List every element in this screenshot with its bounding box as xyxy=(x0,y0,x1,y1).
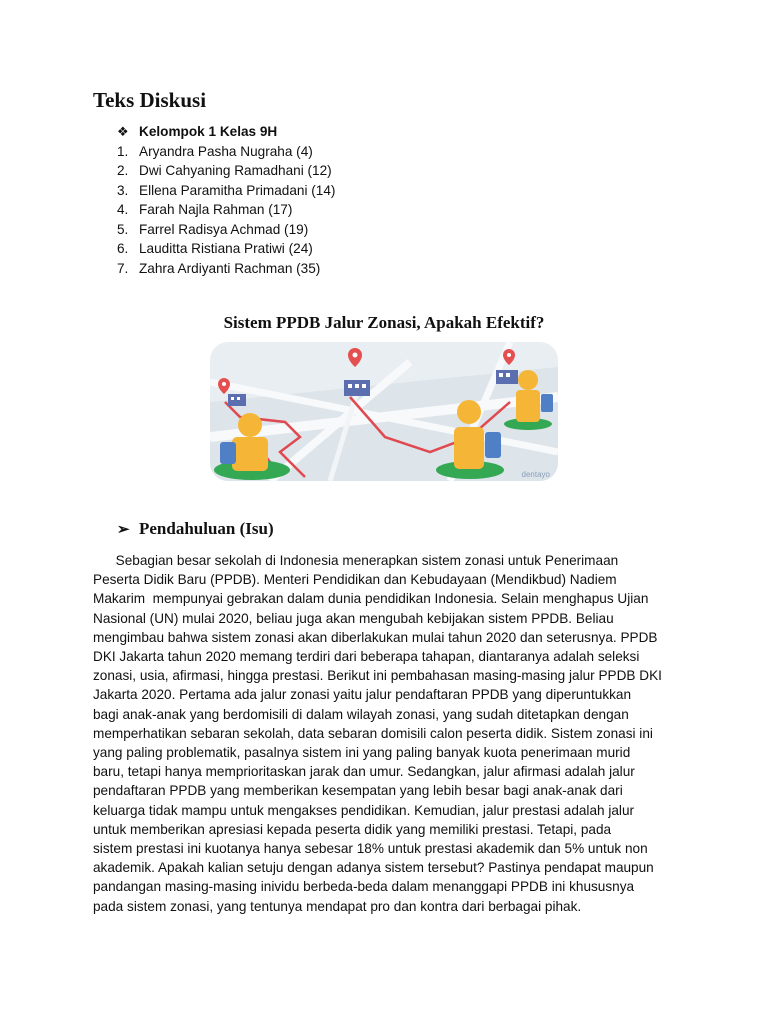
paragraph-line: DKI Jakarta tahun 2020 memang terdiri dari beberapa tahapan, diantaranya adalah seleksi xyxy=(93,649,640,665)
member-name: Zahra Ardiyanti Rachman (35) xyxy=(139,260,321,276)
school-icon xyxy=(228,394,246,406)
paragraph-line: Makarim mempunyai gebrakan dalam dunia pendidikan Indonesia. Selain menghapus Ujian xyxy=(93,591,649,607)
list-item xyxy=(117,239,335,259)
list-number: 5. xyxy=(117,221,129,237)
member-name: Aryandra Pasha Nugraha (4) xyxy=(139,143,313,159)
paragraph-line: zonasi, usia, afirmasi, hingga prestasi. Berikut ini pembahasan masing-masing jalur PPDB DKI xyxy=(93,668,662,684)
list-number: 3. xyxy=(117,182,129,198)
paragraph-line: yang paling problematik, pasalnya sistem ini yang paling banyak kuota penerimaan murid xyxy=(93,745,631,761)
group-heading xyxy=(117,122,335,142)
paragraph-line: pada sistem zonasi, yang tentunya mendapat pro dan kontra dari berbagai pihak. xyxy=(93,898,582,914)
list-item xyxy=(117,200,335,220)
list-number: 7. xyxy=(117,260,129,276)
school-icon xyxy=(344,380,370,396)
paragraph-line: Peserta Didik Baru (PPDB). Menteri Pendidikan dan Kebudayaan (Mendikbud) Nadiem xyxy=(93,572,617,588)
school-icon xyxy=(496,370,518,384)
paragraph-line: untuk memberikan apresiasi kepada peserta didik yang memiliki prestasi. Tetapi, pada xyxy=(93,821,612,837)
member-name: Dwi Cahyaning Ramadhani (12) xyxy=(139,163,332,178)
list-number: 2. xyxy=(117,163,129,178)
group-heading-label: Kelompok 1 Kelas 9H xyxy=(139,124,278,139)
paragraph-line: mengimbau bahwa sistem zonasi akan diberlakukan mulai tahun 2020 dan seterusnya. PPDB xyxy=(93,629,658,645)
list-number: 4. xyxy=(117,202,129,217)
paragraph-line: Nasional (UN) mulai 2020, beliau juga akan mengubah kebijakan sistem PPDB. Beliau xyxy=(93,610,614,626)
paragraph-line: akademik. Apakah kalian setuju dengan adanya sistem tersebut? Pastinya pendapat maupun xyxy=(93,860,654,876)
list-item xyxy=(117,220,335,240)
paragraph-line: pandangan masing-masing inividu berbeda-beda dalam menanggapi PPDB ini khususnya xyxy=(93,879,635,895)
member-name: Farah Najla Rahman (17) xyxy=(139,202,293,217)
paragraph-line: keluarga tidak mampu untuk mengakses pendidikan. Kemudian, jalur prestasi adalah jalur xyxy=(93,802,635,818)
paragraph-line: bagi anak-anak yang berdomisili di dalam wilayah zonasi, yang sudah ditetapkan dengan xyxy=(93,706,629,722)
arrowhead-bullet-icon: ➢ xyxy=(117,521,130,538)
paragraph-line: baru, tetapi hanya memprioritaskan jarak dan umur. Sedangkan, jalur afirmasi adalah jalur xyxy=(93,764,635,780)
section-heading-label: Pendahuluan (Isu) xyxy=(139,519,274,538)
map-illustration-svg xyxy=(210,342,558,481)
article-title: Sistem PPDB Jalur Zonasi, Apakah Efektif? xyxy=(223,313,545,332)
member-name: Farrel Radisya Achmad (19) xyxy=(139,221,309,237)
zonasi-map-illustration xyxy=(210,342,558,481)
paragraph-line: memperhatikan sebaran sekolah, data sebaran domisili calon peserta didik. Sistem zonasi ini xyxy=(93,725,653,741)
illustration-watermark: dentayo xyxy=(521,470,550,479)
diamond-bullet-icon: ❖ xyxy=(117,124,129,139)
paragraph-line: sistem prestasi ini kuotanya hanya sebesar 18% untuk prestasi akademik dan 5% untuk non xyxy=(93,841,648,857)
paragraph-line: pendaftaran PPDB yang memberikan kesempatan yang lebih besar bagi anak-anak dari xyxy=(93,783,623,799)
section-heading xyxy=(117,519,274,539)
member-name: Ellena Paramitha Primadani (14) xyxy=(139,182,336,198)
list-number: 6. xyxy=(117,241,129,256)
page-title: Teks Diskusi xyxy=(93,88,207,112)
list-item xyxy=(117,142,335,162)
paragraph-line: Sebagian besar sekolah di Indonesia menerapkan sistem zonasi untuk Penerimaan xyxy=(93,553,619,568)
paragraph-line: Jakarta 2020. Pertama ada jalur zonasi yaitu jalur pendaftaran PPDB yang diperuntukkan xyxy=(93,687,632,703)
member-name: Lauditta Ristiana Pratiwi (24) xyxy=(139,241,313,256)
list-number: 1. xyxy=(117,143,129,159)
list-item xyxy=(117,161,335,181)
list-item xyxy=(117,259,335,279)
body-paragraph xyxy=(93,551,663,916)
group-member-list xyxy=(117,122,335,278)
list-item xyxy=(117,181,335,201)
